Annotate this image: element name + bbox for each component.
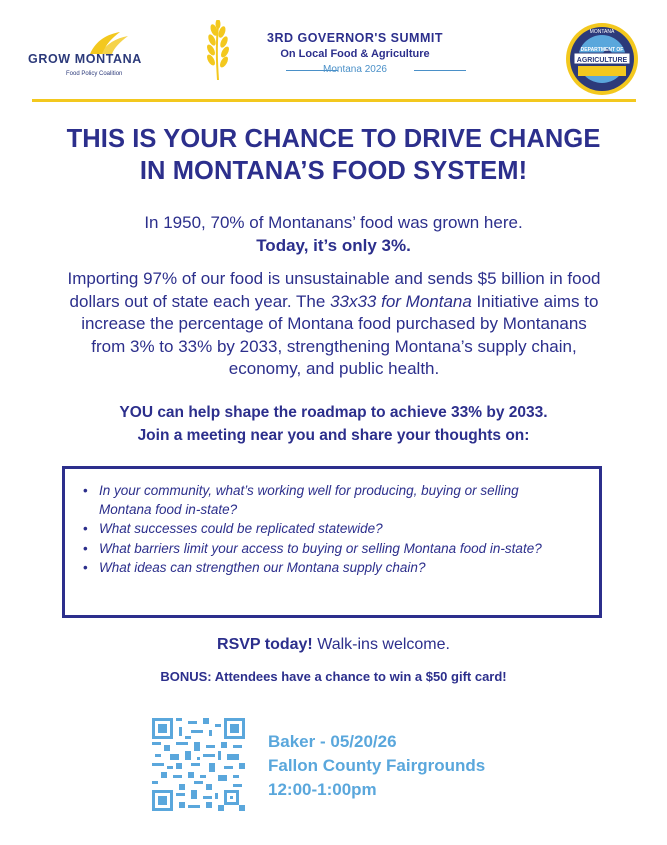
agriculture-seal (565, 22, 639, 96)
questions-list (65, 469, 599, 578)
question-item: • What barriers limit your access to buying or selling Montana food in-state? (99, 540, 569, 559)
call-to-action (0, 402, 667, 447)
body-paragraph (14, 268, 654, 381)
body-line-4: from 3% to 33% by 2033, strengthening Montana’s supply chain, (91, 336, 577, 356)
summit-logo (200, 20, 470, 84)
event-details (268, 730, 485, 802)
event-venue: Fallon County Fairgrounds (268, 756, 486, 775)
question-item: • What successes could be replicated statewide? (99, 520, 569, 539)
headline-line-2: IN MONTANA’S FOOD SYSTEM! (139, 157, 528, 185)
summit-rule-right (414, 70, 466, 71)
body-line-2: dollars out of state each year. The 33x33 for Montana Initiative aims to (69, 291, 599, 311)
summit-subtitle: On Local Food & Agriculture (280, 48, 430, 60)
intro-line-1: In 1950, 70% of Montanans’ food was grown here. (144, 213, 523, 232)
rsvp-bold: RSVP today! (217, 636, 313, 653)
call-line-2: Join a meeting near you and share your thoughts on: (137, 426, 530, 444)
intro-line-2: Today, it’s only 3%. (256, 236, 411, 255)
seal-top-text: MONTANA (589, 29, 615, 35)
seal-line1: DEPARTMENT OF (580, 47, 624, 53)
body-line-1: Importing 97% of our food is unsustainable and sends $5 billion in food (67, 269, 601, 288)
bonus-line: BONUS: Attendees have a chance to win a $50 gift card! (160, 669, 507, 684)
body-line-5: economy, and public health. (228, 359, 440, 378)
event-location-date: Baker - 05/20/26 (268, 732, 397, 751)
wheat-icon (200, 20, 236, 82)
grow-montana-subtitle: Food Policy Coalition (66, 71, 123, 77)
headline-line-1: THIS IS YOUR CHANCE TO DRIVE CHANGE (66, 125, 601, 153)
rsvp-line (0, 636, 667, 654)
qr-code-icon[interactable] (152, 718, 245, 811)
headline (0, 123, 667, 187)
questions-box (62, 466, 602, 618)
initiative-name: 33x33 for Montana (330, 291, 472, 311)
grow-montana-name: GROW MONTANA (28, 52, 142, 66)
header-divider (32, 99, 636, 102)
seal-line2: AGRICULTURE (576, 57, 628, 64)
question-item: • What ideas can strengthen our Montana supply chain? (99, 559, 569, 578)
summit-title: 3RD GOVERNOR'S SUMMIT (267, 31, 443, 45)
grow-montana-logo (28, 30, 150, 84)
event-time: 12:00-1:00pm (268, 780, 377, 799)
body-line-3: increase the percentage of Montana food purchased by Montanans (81, 314, 587, 333)
summit-year: Montana 2026 (323, 64, 387, 75)
rsvp-rest: Walk-ins welcome. (312, 636, 450, 653)
question-item: • In your community, what’s working well for producing, buying or selling Montana food in-state? (99, 482, 569, 519)
call-line-1: YOU can help shape the roadmap to achieve 33% by 2033. (119, 404, 548, 421)
